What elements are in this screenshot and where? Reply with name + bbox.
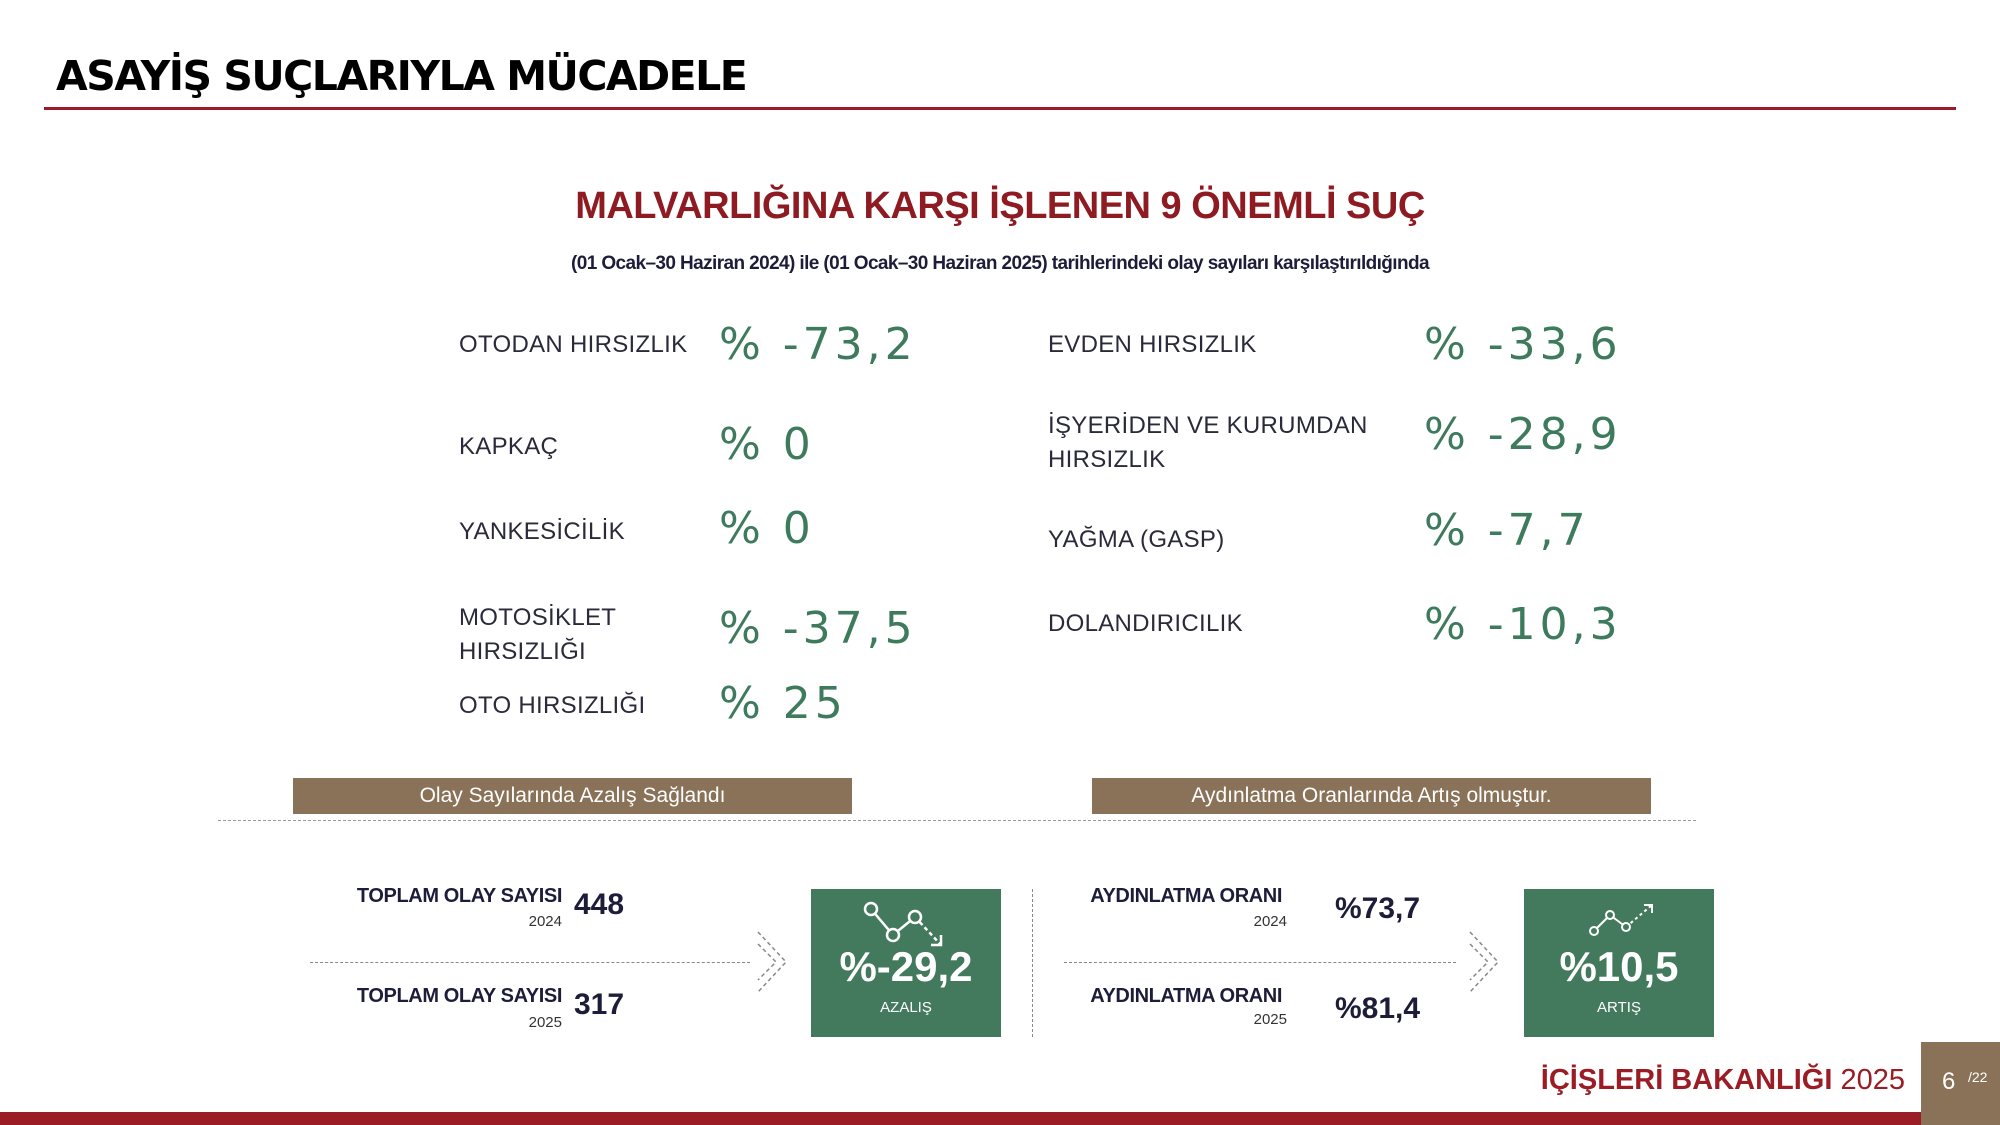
clearance-2025-label: AYDINLATMA ORANI xyxy=(1090,985,1282,1007)
banner-clearance: Aydınlatma Oranlarında Artış olmuştur. xyxy=(1092,778,1651,814)
crime-value-dolandiricilik: % -10,3 xyxy=(1424,599,1622,650)
incidents-2025-value: 317 xyxy=(574,988,625,1021)
incidents-result-value: %-29,2 xyxy=(839,943,973,990)
page-number: 6 xyxy=(1942,1068,1956,1095)
crime-label-evden: EVDEN HIRSIZLIK xyxy=(1048,331,1257,358)
header-divider xyxy=(44,107,1956,110)
crime-value-motosiklet: % -37,5 xyxy=(719,603,917,654)
banner-incidents: Olay Sayılarında Azalış Sağlandı xyxy=(293,778,852,814)
footer-brand-name: İÇİŞLERİ BAKANLIĞI xyxy=(1540,1064,1833,1096)
crime-label-yankesicilik: YANKESİCİLİK xyxy=(459,518,625,545)
incidents-result-label: AZALIŞ xyxy=(880,999,932,1016)
crime-label-kapkac: KAPKAÇ xyxy=(459,433,559,460)
crime-value-evden: % -33,6 xyxy=(1424,319,1622,370)
clearance-2024-label: AYDINLATMA ORANI xyxy=(1090,885,1282,907)
clearance-2024-year: 2024 xyxy=(1253,913,1287,930)
crime-value-yagma: % -7,7 xyxy=(1424,505,1590,556)
trend-up-icon xyxy=(1588,901,1658,937)
crime-label-dolandiricilik: DOLANDIRICILIK xyxy=(1048,610,1243,637)
incidents-2024-label: TOPLAM OLAY SAYISI xyxy=(356,885,562,907)
crime-value-kapkac: % 0 xyxy=(719,419,815,470)
crime-label-oto: OTO HIRSIZLIĞI xyxy=(459,692,646,719)
incidents-2024-year: 2024 xyxy=(528,913,562,930)
crime-label-yagma: YAĞMA (GASP) xyxy=(1048,526,1225,553)
footer-brand xyxy=(1541,1064,1905,1097)
chevron-right-icon xyxy=(1468,930,1504,994)
footer-year: 2025 xyxy=(1840,1064,1905,1096)
section-vertical-divider xyxy=(1032,889,1033,1037)
incidents-2025-label: TOPLAM OLAY SAYISI xyxy=(356,985,562,1007)
section-divider xyxy=(218,820,1696,821)
footer-bar xyxy=(0,1112,1921,1125)
page-total: /22 xyxy=(1968,1069,1988,1085)
crime-value-yankesicilik: % 0 xyxy=(719,503,815,554)
incidents-2025-year: 2025 xyxy=(528,1014,562,1031)
incidents-2024-value: 448 xyxy=(574,888,625,921)
crime-label-isyeri: İŞYERİDEN VE KURUMDAN HIRSIZLIK xyxy=(1048,412,1368,473)
clearance-result-value: %10,5 xyxy=(1559,943,1679,990)
header-title: ASAYİŞ SUÇLARIYLA MÜCADELE xyxy=(56,52,747,100)
incidents-divider xyxy=(310,962,750,963)
crime-value-isyeri: % -28,9 xyxy=(1424,409,1622,460)
clearance-result-box xyxy=(1524,889,1714,1037)
main-title: MALVARLIĞINA KARŞI İŞLENEN 9 ÖNEMLİ SUÇ xyxy=(575,185,1425,227)
crime-label-otodan: OTODAN HIRSIZLIK xyxy=(459,331,688,358)
page-number-box xyxy=(1921,1042,2000,1125)
incidents-result-box xyxy=(811,889,1001,1037)
crime-value-oto: % 25 xyxy=(719,678,847,729)
clearance-result-label: ARTIŞ xyxy=(1597,999,1641,1016)
clearance-divider xyxy=(1064,962,1456,963)
clearance-2024-value: %73,7 xyxy=(1335,892,1421,925)
crime-value-otodan: % -73,2 xyxy=(719,319,917,370)
crime-label-motosiklet: MOTOSİKLET HIRSIZLIĞI xyxy=(459,604,616,665)
clearance-2025-year: 2025 xyxy=(1253,1011,1287,1028)
chevron-right-icon xyxy=(756,930,792,994)
clearance-2025-value: %81,4 xyxy=(1335,992,1421,1025)
subtitle: (01 Ocak–30 Haziran 2024) ile (01 Ocak–30 Haziran 2025) tarihlerindeki olay sayıları karşılaştırıldığında xyxy=(571,253,1429,274)
